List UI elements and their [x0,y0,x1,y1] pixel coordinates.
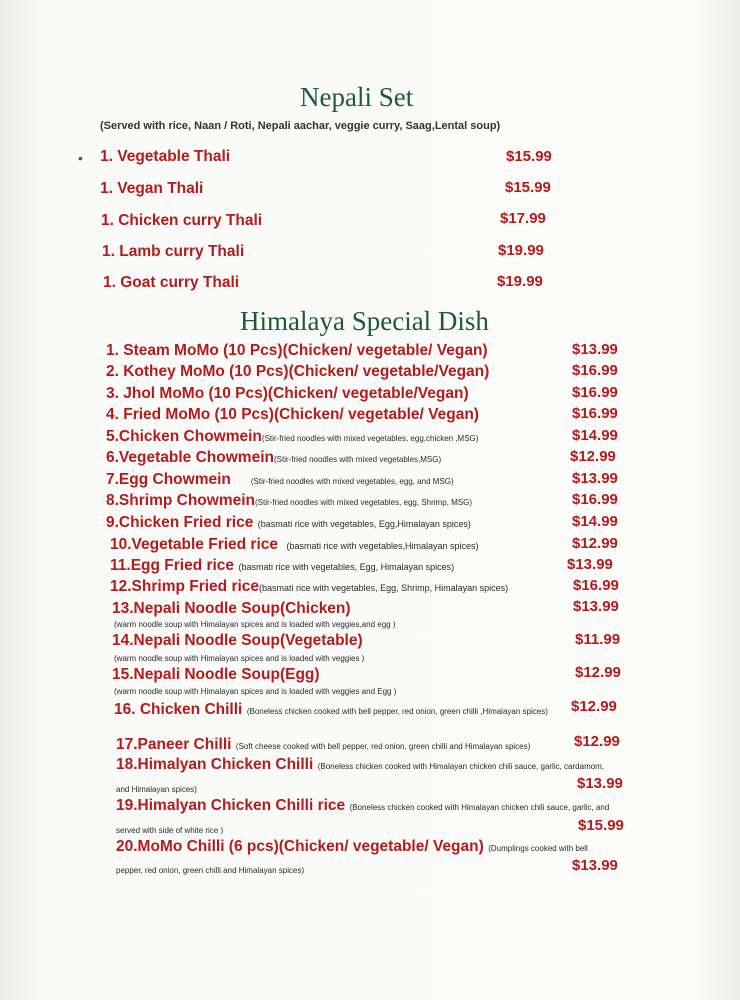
menu-item-description: served with side of white rice ) [116,826,224,835]
nepali-set-subtitle: (Served with rice, Naan / Roti, Nepali aachar, veggie curry, Saag,Lental soup) [100,120,501,132]
menu-item-name: 14.Nepali Noodle Soup(Vegetable) [112,632,363,649]
thali-item-price: $19.99 [498,242,544,259]
menu-item-price: $13.99 [573,598,619,615]
menu-item-description: (warm noodle soup with Himalayan spices and is loaded with veggies and Egg ) [114,687,397,696]
menu-item [106,342,488,360]
menu-item-name: 15.Nepali Noodle Soup(Egg) [112,666,320,683]
menu-item [110,536,479,554]
thali-item-name: 1. Goat curry Thali [103,274,240,291]
menu-item-name: 16. Chicken Chilli [114,701,243,718]
menu-item [112,632,363,650]
thali-item-name: 1. Lamb curry Thali [102,243,245,260]
menu-item-description: and Himalayan spices) [116,785,197,794]
menu-item [106,428,478,446]
menu-item-price: $13.99 [572,857,618,874]
menu-item-name: 5.Chicken Chowmein [106,428,262,445]
menu-item [106,363,489,381]
thali-item-name: 1. Vegan Thali [100,180,204,197]
menu-item [116,736,530,754]
menu-item-price: $12.99 [572,535,618,552]
menu-item-price: $16.99 [572,362,618,379]
menu-item-description: (Boneless chicken cooked with Himalayan chicken chili sauce, garlic, cardamom, [317,762,605,771]
menu-item-name: 10.Vegetable Fried rice [110,536,279,553]
menu-item-description: (Boneless chicken cooked with Himalayan chicken chili sauce, garlic, and [349,803,610,812]
menu-item-description: (basmati rice with vegetables, Egg, Shrimp, Himalayan spices) [259,583,509,593]
menu-item-name: 12.Shrimp Fried rice [110,578,260,595]
menu-item [112,600,351,618]
menu-item-description: (basmati rice with vegetables, Egg,Himalayan spices) [257,519,471,529]
menu-item-price: $13.99 [577,775,623,792]
menu-item [116,756,604,774]
menu-item-description: (Stir-fried noodles with mixed vegetables, egg, Shrimp, MSG) [255,498,472,507]
menu-item-name: 3. Jhol MoMo (10 Pcs)(Chicken/ vegetable/Vegan) [106,385,469,402]
menu-item-price: $12.99 [570,448,616,465]
menu-item [106,449,441,467]
menu-item [112,666,320,684]
menu-item-name: 19.Himalyan Chicken Chilli rice [116,797,346,814]
menu-item-name: 2. Kothey MoMo (10 Pcs)(Chicken/ vegetable/Vegan) [106,363,490,380]
special-dish-title: Himalaya Special Dish [240,306,489,336]
menu-item-price: $13.99 [567,556,613,573]
menu-item-name: 7.Egg Chowmein [106,471,231,488]
menu-item [106,385,469,403]
menu-item [106,492,472,510]
menu-item-description: pepper, red onion, green chilli and Himalayan spices) [116,866,305,875]
menu-item [114,701,548,719]
menu-item-price: $16.99 [572,491,618,508]
thali-item-price: $19.99 [497,273,543,290]
menu-item [110,557,454,575]
stray-mark: • [78,150,83,166]
menu-item-description: (Stir-fried noodles with mixed vegetables, egg,chicken ,MSG) [261,434,479,443]
menu-item-name: 8.Shrimp Chowmein [106,492,255,509]
menu-item-name: 1. Steam MoMo (10 Pcs)(Chicken/ vegetable/ Vegan) [106,342,488,359]
thali-item-price: $15.99 [505,179,551,196]
thali-item-price: $15.99 [506,148,552,165]
nepali-set-title: Nepali Set [300,82,414,112]
menu-item-name: 11.Egg Fried rice [110,557,235,574]
menu-item-price: $14.99 [572,427,618,444]
menu-item-description: (warm noodle soup with Himalayan spices and is loaded with veggies,and egg ) [114,620,396,629]
menu-item-price: $12.99 [571,698,617,715]
menu-item-price: $16.99 [573,577,619,594]
menu-item-description: (warm noodle soup with Himalayan spices and is loaded with veggies ) [114,654,365,663]
thali-item-name: 1. Vegetable Thali [100,148,231,165]
menu-item-price: $15.99 [578,817,624,834]
thali-item-name: 1. Chicken curry Thali [101,212,263,229]
menu-item-name: 17.Paneer Chilli [116,736,232,753]
menu-item-name: 20.MoMo Chilli (6 pcs)(Chicken/ vegetable/ Vegan) [116,838,484,855]
menu-item-price: $11.99 [575,631,621,648]
menu-item-price: $16.99 [572,384,618,401]
menu-item-name: 13.Nepali Noodle Soup(Chicken) [112,600,351,617]
menu-item-price: $16.99 [572,405,618,422]
menu-item-name: 4. Fried MoMo (10 Pcs)(Chicken/ vegetable/ Vegan) [106,406,479,423]
menu-item-price: $12.99 [574,733,620,750]
menu-item-name: 6.Vegetable Chowmein [106,449,274,466]
menu-item [116,838,588,856]
menu-item-description: (basmati rice with vegetables,Himalayan spices) [286,541,479,551]
menu-item-price: $12.99 [575,664,621,681]
menu-item-name: 18.Himalyan Chicken Chilli [116,756,314,773]
menu-item-price: $13.99 [572,470,618,487]
menu-item-description: (Dumplings cooked with bell [488,844,588,853]
menu-item-description: (Stir-fried noodles with mixed vegetables, egg, and MSG) [250,477,454,486]
menu-item-description: (Soft cheese cooked with bell pepper, red onion, green chilli and Himalayan spices) [235,742,531,751]
thali-item-price: $17.99 [500,210,546,227]
menu-item-description: (basmati rice with vegetables, Egg, Himalayan spices) [238,562,455,572]
menu-item [110,578,508,596]
menu-item-description: (Stir-fried noodles with mixed vegetables,MSG) [273,455,442,464]
menu-item [106,406,479,424]
menu-item-description: (Boneless chicken cooked with bell pepper, red onion, green chilli ,Himalayan spices) [246,707,548,716]
menu-item-name: 9.Chicken Fried rice [106,514,254,531]
menu-item [116,797,609,815]
menu-item [106,471,454,489]
menu-item-price: $14.99 [572,513,618,530]
menu-item [106,514,471,532]
menu-item-price: $13.99 [572,341,618,358]
